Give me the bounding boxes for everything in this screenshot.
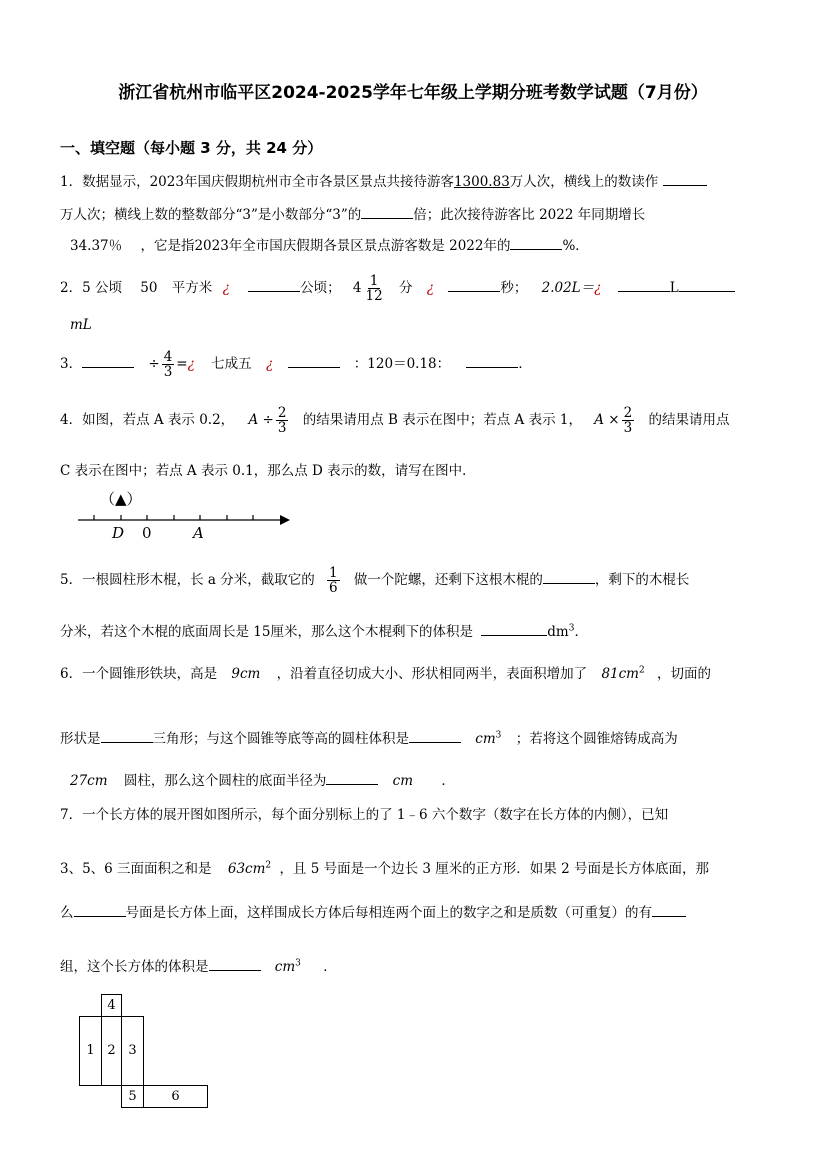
q6-text-c: ，切面的 [657, 666, 712, 682]
q7-blank-1[interactable] [74, 903, 126, 918]
q2-text-b: 平方米 [171, 280, 213, 297]
q1-blank-3[interactable] [510, 236, 562, 251]
q7-line4 [60, 955, 337, 975]
q1-underlined-number: 1300.83 [453, 174, 510, 190]
q7-text-b: 3、5、6 三面面积之和是 [60, 861, 212, 877]
q4-fraction-2 [622, 406, 635, 435]
q4-text-b: 的结果请用点 B 表示在图中；若点 A 表示 1， [302, 412, 582, 429]
q7-blank-3[interactable] [209, 957, 261, 972]
q7-text-e: 号面是长方体上面，这样围成长方体后每相连两个面上的数字之和是质数（可重复）的有 [125, 905, 652, 921]
q3-fraction [162, 350, 175, 379]
q1-text-a: 数据显示，2023年国庆假期杭州市全市各景区景点共接待游客 [82, 174, 454, 190]
q7-unit-cm3: cm [274, 959, 296, 975]
q1-blank-1[interactable] [663, 172, 707, 187]
q3-line [60, 350, 532, 379]
q4-number: 4． [60, 412, 83, 429]
q2-text-e: 秒； [500, 280, 528, 297]
number-line-point-0: 0 [142, 524, 152, 542]
q4-fraction-2-denominator: 3 [623, 420, 633, 437]
q4-line2: C 表示在图中；若点 A 表示 0.1，那么点 D 表示的数，请写在图中． [60, 463, 476, 479]
q6-text-e: 三角形；与这个圆锥等底等高的圆柱体积是 [152, 731, 409, 747]
q5-end: ． [574, 624, 588, 640]
net-face-1: 1 [79, 1016, 102, 1086]
number-line-point-d: D [112, 524, 125, 542]
q1-line2 [60, 203, 645, 223]
q7-line1 [60, 803, 668, 823]
number-line-arrow [280, 515, 290, 525]
q2-fraction-numerator: 1 [369, 273, 379, 289]
q2-text-a: 5 公顷 [82, 280, 122, 297]
q6-blank-3[interactable] [326, 771, 378, 786]
q6-line2 [60, 727, 678, 747]
q1-line3 [70, 234, 589, 254]
q1-text-e: ，它是指2023年全市国庆假期各景区景点游客数是 2022年的 [140, 238, 511, 254]
q5-fraction [327, 566, 340, 595]
q3-end: ． [518, 356, 532, 373]
q2-fraction-denominator: 12 [365, 288, 383, 305]
q6-end: ． [441, 773, 455, 789]
q4-expr-2: A × [594, 412, 620, 429]
q4-fraction-1-denominator: 3 [277, 420, 287, 437]
q1-number: 1． [60, 174, 83, 190]
q5-line2 [60, 620, 588, 640]
q6-text-a: 一个圆锥形铁块，高是 [82, 666, 218, 682]
q7-unit-cm3-sup: 3 [295, 958, 301, 969]
q3-blank-3[interactable] [466, 354, 518, 369]
q3-fraction-numerator: 4 [163, 349, 173, 365]
q4-fraction-2-numerator: 2 [623, 405, 633, 421]
q5-text-d: 分米，若这个木棍的底面周长是 15厘米，那么这个木棍剩下的体积是 [60, 624, 473, 640]
q7-blank-2[interactable] [652, 903, 686, 918]
q2-question-mark-1: ¿ [222, 280, 230, 297]
q5-line1 [60, 566, 689, 595]
q2-blank-2[interactable] [448, 278, 500, 293]
net-face-6: 6 [143, 1085, 208, 1108]
q5-number: 5． [60, 572, 83, 589]
q7-line3 [60, 901, 686, 921]
q6-text-d: 形状是 [60, 731, 101, 747]
q4-expr-1: A ÷ [248, 412, 274, 429]
q3-blank-1[interactable] [82, 354, 134, 369]
q1-blank-2[interactable] [361, 205, 413, 220]
q6-text-b: ，沿着直径切成大小、形状相同两半，表面积增加了 [276, 666, 588, 682]
q4-fraction-1 [276, 406, 289, 435]
q6-text-f: ；若将这个圆锥熔铸成高为 [515, 731, 678, 747]
q5-blank-2[interactable] [481, 622, 547, 637]
q7-text-f: 组，这个长方体的体积是 [60, 959, 209, 975]
q6-line3 [70, 769, 455, 789]
q1-text-f: %． [562, 238, 589, 254]
q6-blank-1[interactable] [101, 729, 153, 744]
net-face-4: 4 [101, 994, 122, 1017]
q2-whole: 4 [352, 280, 362, 297]
q7-area-sup: 2 [265, 860, 272, 871]
q6-blank-2[interactable] [409, 729, 461, 744]
q1-text-b: 万人次，横线上的数读作 [509, 174, 659, 190]
q3-equals: = [176, 356, 188, 373]
q3-divide: ÷ [148, 356, 160, 373]
q6-height-2: 27cm [70, 773, 108, 789]
q7-number: 7． [60, 807, 83, 823]
q3-blank-2[interactable] [288, 354, 340, 369]
q1-text-d: 倍；此次接待游客比 2022 年同期增长 [413, 207, 646, 223]
q7-area: 63cm [227, 861, 266, 877]
number-line-label: （▲） [100, 490, 142, 508]
q3-text-a: 七成五 [211, 356, 252, 373]
q7-line2 [60, 857, 709, 877]
q6-unit-cm3-sup: 3 [495, 730, 502, 741]
q7-text-c: ，且 5 号面是一个边长 3 厘米的正方形．如果 2 号面是长方体底面，那 [279, 861, 709, 877]
q6-area: 81cm [601, 666, 639, 682]
q2-question-mark-2: ¿ [426, 280, 435, 297]
net-face-3: 3 [121, 1016, 144, 1086]
net-face-2: 2 [101, 1016, 122, 1086]
q2-unit-ml: mL [70, 317, 92, 333]
q5-blank-1[interactable] [543, 570, 595, 585]
q5-unit: dm [547, 624, 569, 640]
page-title: 浙江省杭州市临平区2024-2025学年七年级上学期分班考数学试题（7月份） [118, 83, 708, 103]
q2-question-mark-3: ¿ [594, 280, 602, 297]
q4-text-c: 的结果请用点 [648, 412, 730, 429]
q1-line1 [60, 170, 707, 190]
number-line-ticks [94, 515, 253, 520]
q4-line1 [60, 406, 730, 435]
q2-fraction [364, 274, 385, 303]
q2-number: 2． [60, 280, 83, 297]
q2-text-g: L [669, 280, 679, 297]
q6-unit-cm: cm [392, 773, 414, 789]
q4-text-a: 如图，若点 A 表示 0.2， [82, 412, 235, 429]
q3-fraction-denominator: 3 [163, 364, 173, 381]
q5-fraction-denominator: 6 [329, 580, 338, 597]
net-face-5: 5 [121, 1085, 144, 1108]
q5-text-b: 做一个陀螺，还剩下这根木棍的 [353, 572, 543, 589]
q4-fraction-1-numerator: 2 [277, 405, 287, 421]
q5-fraction-numerator: 1 [329, 565, 338, 581]
q2-blank-3[interactable] [618, 278, 670, 293]
q5-text-c: ，剩下的木棍长 [594, 572, 690, 589]
q6-height: 9cm [231, 666, 261, 682]
q6-line1 [60, 662, 711, 682]
q6-text-g: 圆柱，那么这个圆柱的底面半径为 [123, 773, 327, 789]
q1-percent: 34.37％ [70, 238, 123, 254]
q3-question-mark-2: ¿ [265, 356, 274, 373]
q7-end: ． [323, 959, 337, 975]
q2-text-d: 分 [398, 280, 413, 297]
q2-blank-4[interactable] [679, 278, 735, 293]
q2-blank-1[interactable] [248, 278, 300, 293]
q5-text-a: 一根圆柱形木棍，长 a 分米，截取它的 [82, 572, 315, 589]
number-line-point-a: A [193, 524, 204, 542]
q2-equation: 2.02L＝ [541, 280, 595, 297]
q6-area-sup: 2 [638, 665, 645, 676]
q6-number: 6． [60, 666, 83, 682]
q7-text-a: 一个长方体的展开图如图所示，每个面分别标上的了 1﹣6 六个数字（数字在长方体的内侧），已知 [82, 807, 669, 823]
q3-text-b: ：120＝0.18： [353, 356, 451, 373]
q2-text-c: 公顷； [300, 280, 341, 297]
q3-number: 3． [60, 356, 83, 373]
q2-line1 [60, 274, 735, 303]
q6-unit-cm3: cm [475, 731, 496, 747]
number-line [74, 508, 296, 550]
q1-text-c: 万人次；横线上数的整数部分“3”是小数部分“3”的 [60, 207, 362, 223]
section-heading: 一、填空题（每小题 3 分，共 24 分） [60, 139, 323, 157]
q7-text-d: 么 [60, 905, 74, 921]
q5-unit-sup: 3 [568, 623, 575, 634]
q3-question-mark-1: ¿ [187, 356, 195, 373]
q2-value-50: 50 [140, 280, 158, 297]
